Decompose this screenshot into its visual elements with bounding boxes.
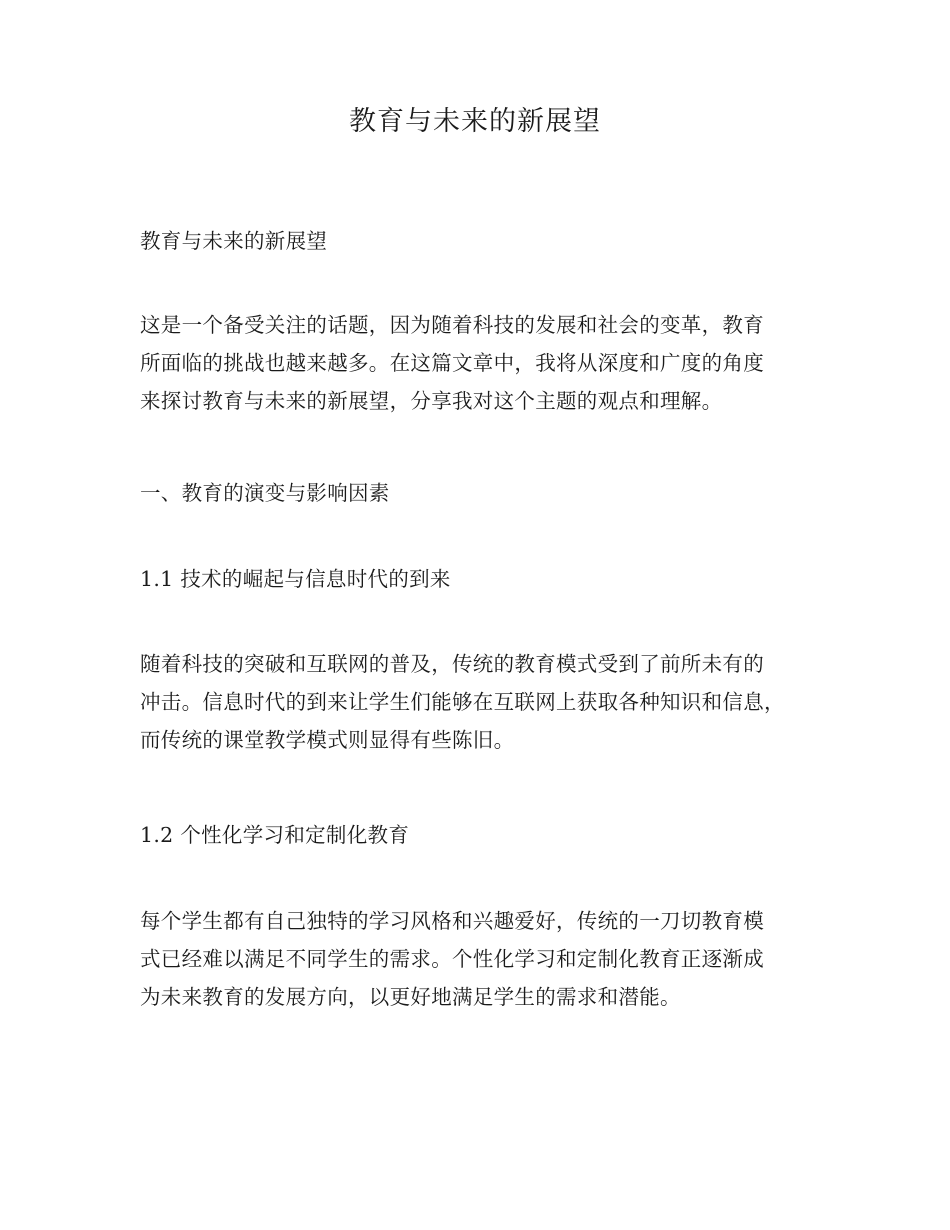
document-subtitle	[140, 222, 840, 260]
subsection-1-1-paragraph	[140, 645, 840, 759]
intro-text: 这是一个备受关注的话题，因为随着科技的发展和社会的变革，教育 所面临的挑战也越来越多。在这篇文章中，我将从深度和广度的角度 来探讨教育与未来的新展望，分享我对这个主题的观点和理解。	[140, 313, 764, 413]
subsection-1-1-heading	[140, 560, 840, 598]
section-1-heading-text: 一、教育的演变与影响因素	[140, 481, 390, 505]
intro-paragraph	[140, 306, 840, 420]
subsection-1-2-text: 每个学生都有自己独特的学习风格和兴趣爱好，传统的一刀切教育模 式已经难以满足不同学生的需求。个性化学习和定制化教育正逐渐成 为未来教育的发展方向，以更好地满足学生的需求和潜能。	[140, 909, 764, 1009]
section-1-heading	[140, 474, 840, 512]
subsection-1-2-paragraph	[140, 902, 840, 1016]
subsection-1-1-text: 随着科技的突破和互联网的普及，传统的教育模式受到了前所未有的 冲击。信息时代的到来让学生们能够在互联网上获取各种知识和信息， 而传统的课堂教学模式则显得有些陈旧。	[140, 652, 785, 752]
subsection-1-2-heading-text: 1.2 个性化学习和定制化教育	[140, 823, 410, 847]
subsection-1-1-heading-text: 1.1 技术的崛起与信息时代的到来	[140, 567, 451, 591]
subsection-1-2-heading	[140, 816, 840, 854]
subtitle-text: 教育与未来的新展望	[140, 229, 328, 253]
document-title: 教育与未来的新展望	[349, 106, 601, 137]
